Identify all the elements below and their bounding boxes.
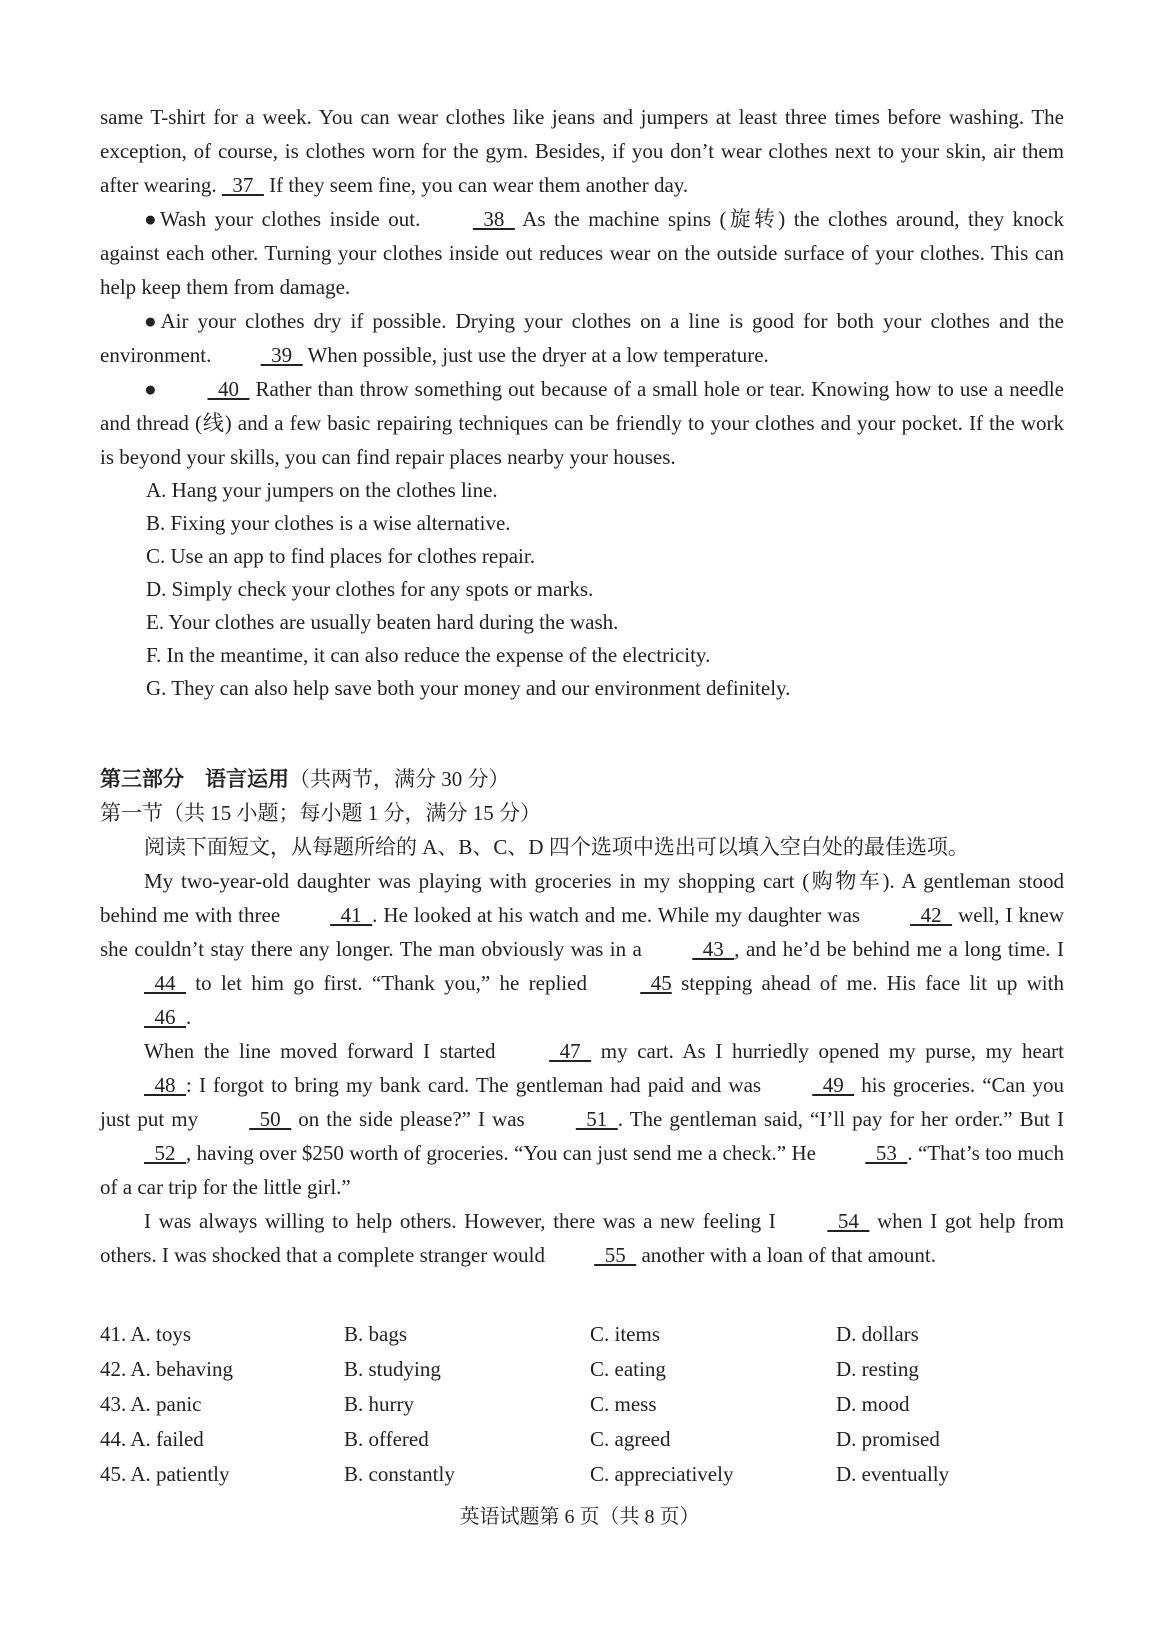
reading-passage <box>100 100 1064 705</box>
paragraph-text: My two-year-old daughter was playing with groceries in my shopping cart (购物车). A gentleman stood behind me with three <box>100 869 1064 927</box>
blank-39: 39 <box>260 343 303 367</box>
paragraph-text: same T-shirt for a week. You can wear clothes like jeans and jumpers at least three times before washing. The exception, of course, is clothes worn for the gym. Besides, if you don’t wear clothes next to your skin, air them after wearing. <box>100 105 1064 197</box>
passage-paragraph-3 <box>100 304 1064 372</box>
paragraph-text: . He looked at his watch and me. While my daughter was <box>372 903 867 927</box>
choice-43-c: C. mess <box>590 1392 657 1416</box>
choice-44-c: C. agreed <box>590 1427 671 1451</box>
choice-row-45 <box>100 1457 1064 1492</box>
answer-options <box>100 474 1064 705</box>
cloze-passage <box>100 830 1064 1272</box>
passage-paragraph-1 <box>100 100 1064 202</box>
choice-45-b: B. constantly <box>344 1462 455 1486</box>
paragraph-text: stepping ahead of me. His face lit up with <box>671 971 1064 995</box>
blank-55: 55 <box>594 1243 637 1267</box>
part-heading-bold: 第三部分 语言运用 <box>100 767 289 791</box>
blank-52: 52 <box>144 1141 186 1165</box>
blank-49: 49 <box>812 1073 855 1097</box>
blank-46: 46 <box>144 1005 186 1029</box>
blank-53: 53 <box>865 1141 908 1165</box>
option-d: D. Simply check your clothes for any spots or marks. <box>146 577 594 601</box>
option-b: B. Fixing your clothes is a wise alternative. <box>146 511 511 535</box>
blank-54: 54 <box>827 1209 870 1233</box>
paragraph-text: ●Wash your clothes inside out. <box>144 207 429 231</box>
choice-43-a: 43. A. panic <box>100 1392 202 1416</box>
paragraph-text: well, I knew she couldn’t stay there any longer. The man obviously was in a <box>100 903 1064 961</box>
choice-44-a: 44. A. failed <box>100 1427 204 1451</box>
paragraph-text: my cart. As I hurriedly opened my purse, my heart <box>591 1039 1064 1063</box>
choice-41-c: C. items <box>590 1322 661 1346</box>
paragraph-text: Rather than throw something out because of a small hole or tear. Knowing how to use a needle and thread (线) and a few basic repairing techniques can be friendly to your clothes and your pocket. If the work is beyond your skills, you can find repair places nearby your houses. <box>100 377 1064 469</box>
option-e: E. Your clothes are usually beaten hard during the wash. <box>146 610 619 634</box>
choice-list <box>100 1317 1064 1492</box>
choice-44-b: B. offered <box>344 1427 429 1451</box>
blank-45: 45 <box>640 971 672 995</box>
paragraph-text: As the machine spins (旋转) the clothes around, they knock against each other. Turning your clothes inside out reduces wear on the outside surface of your clothes. This can help keep them from damage. <box>100 207 1064 299</box>
option-a: A. Hang your jumpers on the clothes line. <box>146 478 498 502</box>
paragraph-text: If they seem fine, you can wear them another day. <box>263 173 689 197</box>
option-c: C. Use an app to find places for clothes repair. <box>146 544 535 568</box>
paragraph-text: , and he’d be behind me a long time. I <box>734 937 1064 961</box>
blank-37: 37 <box>221 173 264 197</box>
choice-42-c: C. eating <box>590 1357 666 1381</box>
choice-43-b: B. hurry <box>344 1392 414 1416</box>
blank-42: 42 <box>910 903 953 927</box>
choice-45-c: C. appreciatively <box>590 1462 734 1486</box>
blank-47: 47 <box>549 1039 592 1063</box>
choice-41-b: B. bags <box>344 1322 407 1346</box>
paragraph-text: : I forgot to bring my bank card. The gentleman had paid and was <box>186 1073 769 1097</box>
blank-50: 50 <box>249 1107 292 1131</box>
paragraph-text: ●Air your clothes dry if possible. Drying your clothes on a line is good for both your clothes and the environment. <box>100 309 1064 367</box>
choice-41-d: D. dollars <box>836 1322 919 1346</box>
part-heading <box>100 762 510 796</box>
paragraph-text: , having over $250 worth of groceries. “You can just send me a check.” He <box>186 1141 822 1165</box>
section-heading: 第一节（共 15 小题；每小题 1 分，满分 15 分） <box>100 801 541 825</box>
blank-38: 38 <box>472 207 515 231</box>
option-f: F. In the meantime, it can also reduce the expense of the electricity. <box>146 643 711 667</box>
blank-43: 43 <box>692 937 735 961</box>
choice-row-44 <box>100 1422 1064 1457</box>
paragraph-text: on the side please?” I was <box>291 1107 532 1131</box>
paragraph-text: ● <box>144 377 164 401</box>
choice-43-d: D. mood <box>836 1392 910 1416</box>
paragraph-text: to let him go first. “Thank you,” he replied <box>186 971 597 995</box>
choice-42-b: B. studying <box>344 1357 441 1381</box>
passage-paragraph-2 <box>100 202 1064 304</box>
paragraph-text: when I got help from others. I was shocked that a complete stranger would <box>100 1209 1065 1267</box>
blank-51: 51 <box>575 1107 618 1131</box>
paragraph-text: his groceries. “Can you just put my <box>100 1073 1064 1131</box>
paragraph-text: I was always willing to help others. However, there was a new feeling I <box>144 1209 784 1233</box>
passage-paragraph-4 <box>100 372 1064 474</box>
choice-row-41 <box>100 1317 1064 1352</box>
choice-42-d: D. resting <box>836 1357 919 1381</box>
blank-48: 48 <box>144 1073 186 1097</box>
choice-44-d: D. promised <box>836 1427 940 1451</box>
blank-40: 40 <box>207 377 250 401</box>
page-footer: 英语试题第 6 页（共 8 页） <box>459 1506 700 1528</box>
choice-42-a: 42. A. behaving <box>100 1357 233 1381</box>
option-g: G. They can also help save both your money and our environment definitely. <box>146 676 791 700</box>
part-heading-rest: （共两节，满分 30 分） <box>289 767 510 791</box>
choice-45-a: 45. A. patiently <box>100 1462 230 1486</box>
paragraph-text: . The gentleman said, “I’ll pay for her order.” But I <box>617 1107 1065 1131</box>
cloze-paragraph-1 <box>100 864 1064 1034</box>
cloze-paragraph-3 <box>100 1204 1064 1272</box>
choice-41-a: 41. A. toys <box>100 1322 192 1346</box>
choice-row-43 <box>100 1387 1064 1422</box>
blank-44: 44 <box>144 971 186 995</box>
choice-row-42 <box>100 1352 1064 1387</box>
choice-45-d: D. eventually <box>836 1462 950 1486</box>
paragraph-text: . <box>186 1005 192 1029</box>
paragraph-text: When the line moved forward I started <box>144 1039 506 1063</box>
instruction: 阅读下面短文，从每题所给的 A、B、C、D 四个选项中选出可以填入空白处的最佳选项。 <box>144 835 969 859</box>
paragraph-text: another with a loan of that amount. <box>636 1243 936 1267</box>
paragraph-text: . “That’s too much of a car trip for the little girl.” <box>100 1141 1064 1199</box>
blank-41: 41 <box>330 903 373 927</box>
cloze-paragraph-2 <box>100 1034 1064 1204</box>
paragraph-text: When possible, just use the dryer at a low temperature. <box>302 343 769 367</box>
